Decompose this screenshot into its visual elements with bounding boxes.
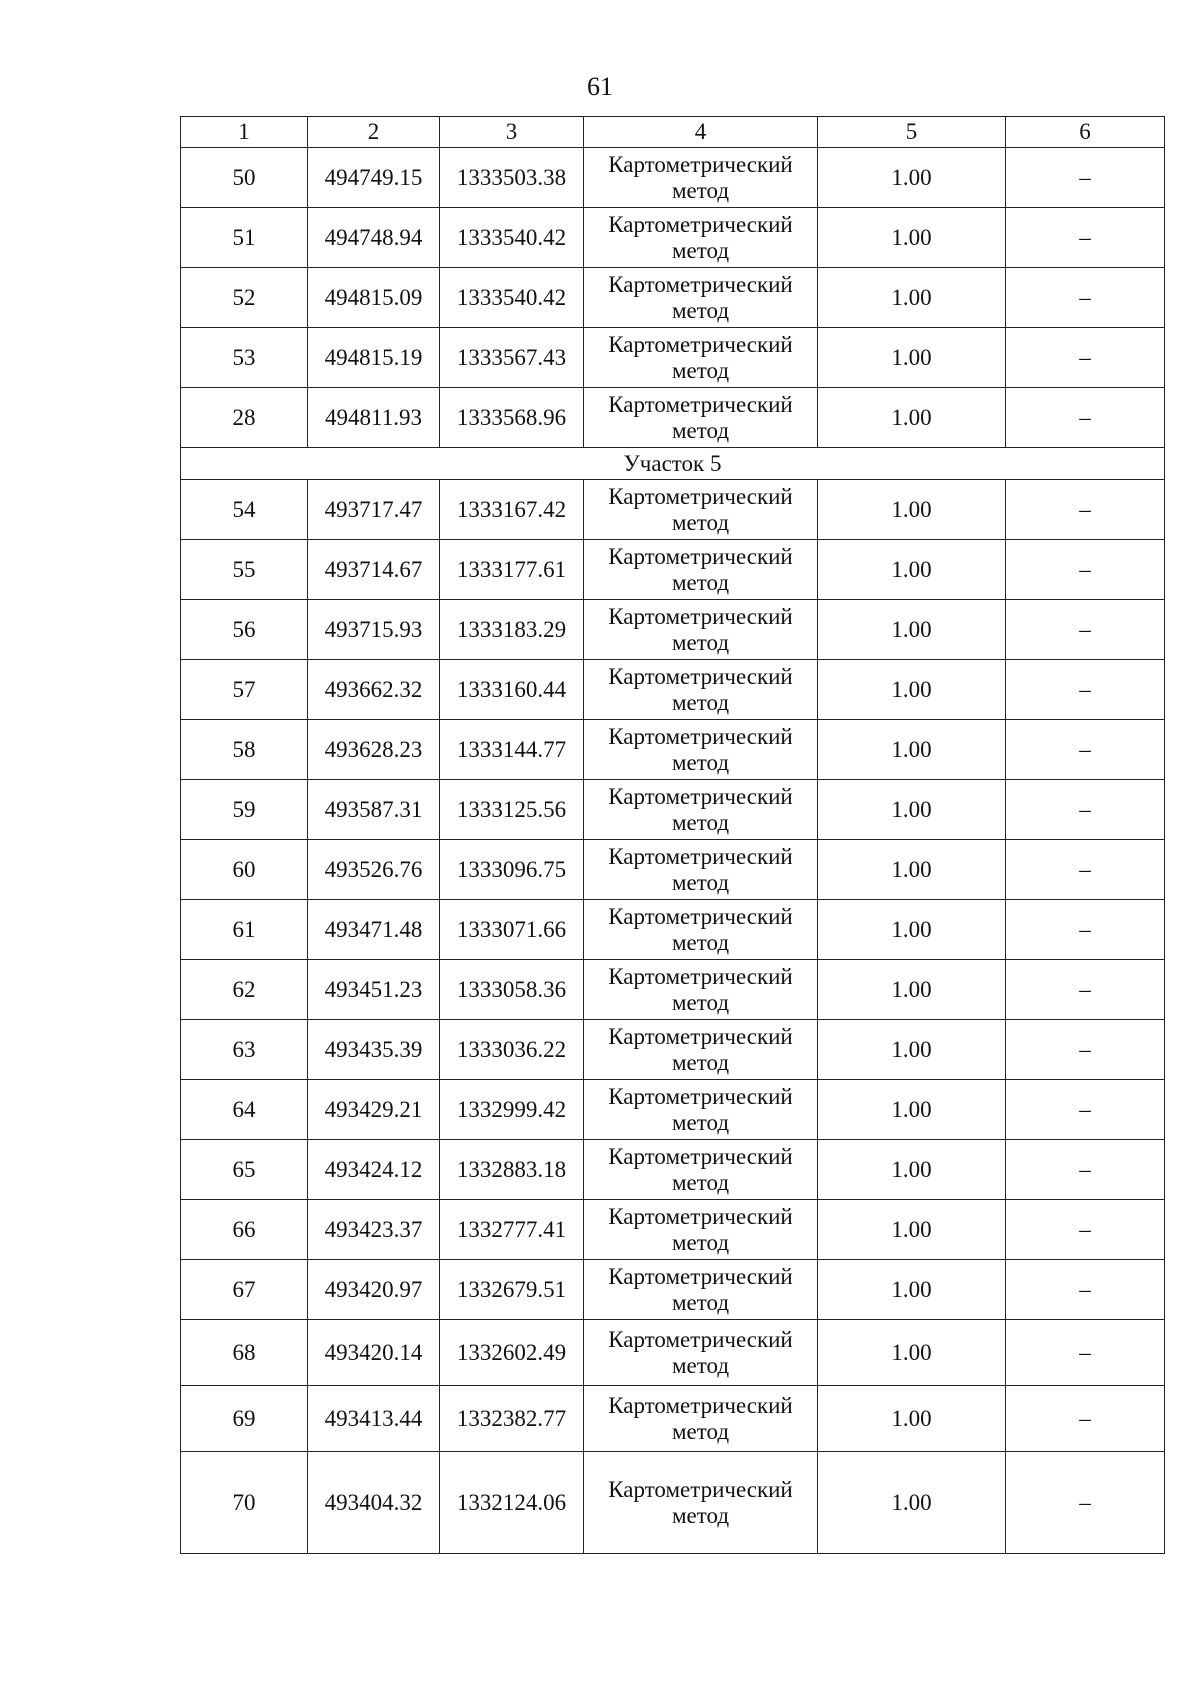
table-row <box>181 600 1165 660</box>
accuracy: 1.00 <box>818 1020 1006 1080</box>
x-coordinate: 493420.97 <box>308 1260 440 1320</box>
accuracy: 1.00 <box>818 780 1006 840</box>
y-coordinate: 1333183.29 <box>440 600 584 660</box>
x-coordinate: 493526.76 <box>308 840 440 900</box>
note: – <box>1006 328 1165 388</box>
y-coordinate: 1333160.44 <box>440 660 584 720</box>
method-line2: метод <box>671 1049 730 1075</box>
point-number: 50 <box>181 148 308 208</box>
note: – <box>1006 1200 1165 1260</box>
x-coordinate: 493662.32 <box>308 660 440 720</box>
method-cell <box>584 1140 818 1200</box>
accuracy: 1.00 <box>818 208 1006 268</box>
accuracy: 1.00 <box>818 1200 1006 1260</box>
x-coordinate: 494811.93 <box>308 388 440 448</box>
y-coordinate: 1333096.75 <box>440 840 584 900</box>
y-coordinate: 1333540.42 <box>440 208 584 268</box>
x-coordinate: 493471.48 <box>308 900 440 960</box>
accuracy: 1.00 <box>818 1320 1006 1386</box>
method-line1: Картометрический <box>608 1083 793 1109</box>
method-cell <box>584 540 818 600</box>
y-coordinate: 1333125.56 <box>440 780 584 840</box>
table-row <box>181 900 1165 960</box>
header-col-1: 1 <box>181 117 308 148</box>
x-coordinate: 493424.12 <box>308 1140 440 1200</box>
method-line2: метод <box>671 749 730 775</box>
method-cell <box>584 960 818 1020</box>
x-coordinate: 493628.23 <box>308 720 440 780</box>
point-number: 56 <box>181 600 308 660</box>
method-line2: метод <box>671 417 730 443</box>
x-coordinate: 493587.31 <box>308 780 440 840</box>
method-line1: Картометрический <box>608 331 793 357</box>
method-line1: Картометрический <box>608 663 793 689</box>
y-coordinate: 1333071.66 <box>440 900 584 960</box>
method-line2: метод <box>671 1289 730 1315</box>
note: – <box>1006 900 1165 960</box>
section-row <box>181 448 1165 480</box>
method-cell <box>584 208 818 268</box>
method-line2: метод <box>671 1418 730 1444</box>
point-number: 67 <box>181 1260 308 1320</box>
note: – <box>1006 660 1165 720</box>
point-number: 64 <box>181 1080 308 1140</box>
table-header <box>181 117 1165 148</box>
y-coordinate: 1333058.36 <box>440 960 584 1020</box>
note: – <box>1006 1452 1165 1554</box>
method-cell <box>584 1020 818 1080</box>
header-row <box>181 117 1165 148</box>
y-coordinate: 1333503.38 <box>440 148 584 208</box>
point-number: 51 <box>181 208 308 268</box>
y-coordinate: 1332124.06 <box>440 1452 584 1554</box>
method-line2: метод <box>671 297 730 323</box>
table-row <box>181 208 1165 268</box>
y-coordinate: 1333540.42 <box>440 268 584 328</box>
method-line1: Картометрический <box>608 271 793 297</box>
section-title: Участок 5 <box>181 448 1165 480</box>
note: – <box>1006 480 1165 540</box>
table-row <box>181 1386 1165 1452</box>
method-line2: метод <box>671 629 730 655</box>
note: – <box>1006 1020 1165 1080</box>
note: – <box>1006 208 1165 268</box>
method-line2: метод <box>671 809 730 835</box>
method-line1: Картометрический <box>608 963 793 989</box>
point-number: 57 <box>181 660 308 720</box>
method-line2: метод <box>671 1229 730 1255</box>
method-line2: метод <box>671 357 730 383</box>
method-line1: Картометрический <box>608 391 793 417</box>
note: – <box>1006 600 1165 660</box>
method-cell <box>584 388 818 448</box>
x-coordinate: 493420.14 <box>308 1320 440 1386</box>
method-cell <box>584 1260 818 1320</box>
method-line1: Картометрический <box>608 151 793 177</box>
method-line2: метод <box>671 1109 730 1135</box>
accuracy: 1.00 <box>818 480 1006 540</box>
table-row <box>181 148 1165 208</box>
method-cell <box>584 480 818 540</box>
note: – <box>1006 720 1165 780</box>
method-line1: Картометрический <box>608 1476 793 1502</box>
method-cell <box>584 1200 818 1260</box>
y-coordinate: 1332883.18 <box>440 1140 584 1200</box>
note: – <box>1006 780 1165 840</box>
accuracy: 1.00 <box>818 600 1006 660</box>
method-cell <box>584 328 818 388</box>
y-coordinate: 1333144.77 <box>440 720 584 780</box>
accuracy: 1.00 <box>818 388 1006 448</box>
y-coordinate: 1332382.77 <box>440 1386 584 1452</box>
note: – <box>1006 388 1165 448</box>
x-coordinate: 493715.93 <box>308 600 440 660</box>
method-line2: метод <box>671 1169 730 1195</box>
x-coordinate: 493451.23 <box>308 960 440 1020</box>
accuracy: 1.00 <box>818 1260 1006 1320</box>
point-number: 58 <box>181 720 308 780</box>
method-cell <box>584 268 818 328</box>
accuracy: 1.00 <box>818 660 1006 720</box>
method-line1: Картометрический <box>608 1263 793 1289</box>
method-line2: метод <box>671 689 730 715</box>
note: – <box>1006 840 1165 900</box>
table-body <box>181 148 1165 1554</box>
method-cell <box>584 148 818 208</box>
accuracy: 1.00 <box>818 1140 1006 1200</box>
header-col-2: 2 <box>308 117 440 148</box>
accuracy: 1.00 <box>818 1452 1006 1554</box>
note: – <box>1006 1320 1165 1386</box>
accuracy: 1.00 <box>818 540 1006 600</box>
method-line2: метод <box>671 1502 730 1528</box>
method-line1: Картометрический <box>608 211 793 237</box>
page-number: 61 <box>587 72 613 101</box>
table-row <box>181 328 1165 388</box>
note: – <box>1006 960 1165 1020</box>
header-col-3: 3 <box>440 117 584 148</box>
table-row <box>181 480 1165 540</box>
method-line1: Картометрический <box>608 723 793 749</box>
coordinates-table <box>180 116 1165 1554</box>
x-coordinate: 494815.09 <box>308 268 440 328</box>
table-row <box>181 1260 1165 1320</box>
method-line1: Картометрический <box>608 783 793 809</box>
x-coordinate: 493429.21 <box>308 1080 440 1140</box>
x-coordinate: 493435.39 <box>308 1020 440 1080</box>
method-cell <box>584 1080 818 1140</box>
y-coordinate: 1333567.43 <box>440 328 584 388</box>
accuracy: 1.00 <box>818 840 1006 900</box>
y-coordinate: 1333568.96 <box>440 388 584 448</box>
point-number: 68 <box>181 1320 308 1386</box>
x-coordinate: 494815.19 <box>308 328 440 388</box>
method-line2: метод <box>671 237 730 263</box>
method-line1: Картометрический <box>608 483 793 509</box>
point-number: 65 <box>181 1140 308 1200</box>
method-cell <box>584 1386 818 1452</box>
point-number: 53 <box>181 328 308 388</box>
table-row <box>181 660 1165 720</box>
point-number: 61 <box>181 900 308 960</box>
table-row <box>181 1452 1165 1554</box>
table-row <box>181 1020 1165 1080</box>
method-line1: Картометрический <box>608 843 793 869</box>
table-row <box>181 1080 1165 1140</box>
table-row <box>181 1200 1165 1260</box>
point-number: 55 <box>181 540 308 600</box>
accuracy: 1.00 <box>818 960 1006 1020</box>
method-line2: метод <box>671 569 730 595</box>
table-row <box>181 388 1165 448</box>
accuracy: 1.00 <box>818 1080 1006 1140</box>
method-line1: Картометрический <box>608 543 793 569</box>
note: – <box>1006 1386 1165 1452</box>
point-number: 66 <box>181 1200 308 1260</box>
table-row <box>181 720 1165 780</box>
table-row <box>181 960 1165 1020</box>
method-cell <box>584 600 818 660</box>
method-line2: метод <box>671 1352 730 1378</box>
point-number: 70 <box>181 1452 308 1554</box>
method-line2: метод <box>671 869 730 895</box>
note: – <box>1006 1140 1165 1200</box>
note: – <box>1006 148 1165 208</box>
point-number: 28 <box>181 388 308 448</box>
method-line2: метод <box>671 929 730 955</box>
point-number: 62 <box>181 960 308 1020</box>
header-col-6: 6 <box>1006 117 1165 148</box>
x-coordinate: 493423.37 <box>308 1200 440 1260</box>
note: – <box>1006 540 1165 600</box>
method-line1: Картометрический <box>608 1143 793 1169</box>
y-coordinate: 1332602.49 <box>440 1320 584 1386</box>
header-col-5: 5 <box>818 117 1006 148</box>
accuracy: 1.00 <box>818 900 1006 960</box>
point-number: 63 <box>181 1020 308 1080</box>
point-number: 69 <box>181 1386 308 1452</box>
x-coordinate: 493714.67 <box>308 540 440 600</box>
method-cell <box>584 780 818 840</box>
method-line1: Картометрический <box>608 1392 793 1418</box>
table-row <box>181 840 1165 900</box>
x-coordinate: 493413.44 <box>308 1386 440 1452</box>
method-cell <box>584 840 818 900</box>
point-number: 59 <box>181 780 308 840</box>
method-line1: Картометрический <box>608 1203 793 1229</box>
method-line1: Картометрический <box>608 1023 793 1049</box>
x-coordinate: 494749.15 <box>308 148 440 208</box>
method-line2: метод <box>671 509 730 535</box>
method-line1: Картометрический <box>608 903 793 929</box>
point-number: 52 <box>181 268 308 328</box>
table-row <box>181 1320 1165 1386</box>
y-coordinate: 1332679.51 <box>440 1260 584 1320</box>
accuracy: 1.00 <box>818 268 1006 328</box>
method-cell <box>584 1452 818 1554</box>
table-row <box>181 1140 1165 1200</box>
method-cell <box>584 1320 818 1386</box>
method-line1: Картометрический <box>608 1326 793 1352</box>
method-line1: Картометрический <box>608 603 793 629</box>
y-coordinate: 1333167.42 <box>440 480 584 540</box>
point-number: 54 <box>181 480 308 540</box>
table-row <box>181 268 1165 328</box>
header-col-4: 4 <box>584 117 818 148</box>
method-line2: метод <box>671 177 730 203</box>
note: – <box>1006 1080 1165 1140</box>
y-coordinate: 1332999.42 <box>440 1080 584 1140</box>
accuracy: 1.00 <box>818 328 1006 388</box>
accuracy: 1.00 <box>818 148 1006 208</box>
accuracy: 1.00 <box>818 1386 1006 1452</box>
y-coordinate: 1332777.41 <box>440 1200 584 1260</box>
method-cell <box>584 660 818 720</box>
method-cell <box>584 900 818 960</box>
note: – <box>1006 1260 1165 1320</box>
method-line2: метод <box>671 989 730 1015</box>
point-number: 60 <box>181 840 308 900</box>
y-coordinate: 1333177.61 <box>440 540 584 600</box>
x-coordinate: 493404.32 <box>308 1452 440 1554</box>
y-coordinate: 1333036.22 <box>440 1020 584 1080</box>
table-row <box>181 780 1165 840</box>
method-cell <box>584 720 818 780</box>
x-coordinate: 494748.94 <box>308 208 440 268</box>
table-row <box>181 540 1165 600</box>
x-coordinate: 493717.47 <box>308 480 440 540</box>
note: – <box>1006 268 1165 328</box>
accuracy: 1.00 <box>818 720 1006 780</box>
